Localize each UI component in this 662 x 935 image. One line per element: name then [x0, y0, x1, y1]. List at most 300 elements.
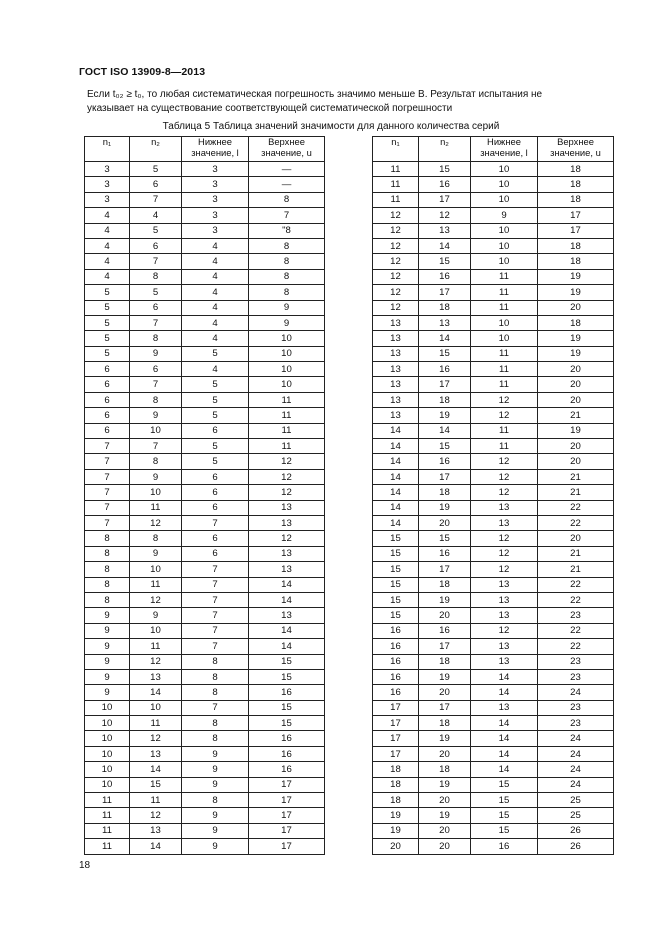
- table-cell: 10: [85, 716, 130, 731]
- table-cell: 17: [249, 808, 325, 823]
- table-cell: 13: [471, 700, 538, 715]
- table-cell: 18: [538, 177, 614, 192]
- table-cell: 11: [85, 793, 130, 808]
- table-cell: 18: [538, 315, 614, 330]
- table-cell: 7: [85, 500, 130, 515]
- table-cell: 23: [538, 608, 614, 623]
- table-cell: 18: [538, 238, 614, 253]
- table-cell: 9: [182, 746, 249, 761]
- table-cell: 18: [419, 654, 471, 669]
- table-cell: 8: [85, 592, 130, 607]
- table-cell: 7: [85, 454, 130, 469]
- table-cell: 8: [85, 562, 130, 577]
- table-cell: 6: [182, 546, 249, 561]
- table-cell: 11: [85, 823, 130, 838]
- table-cell: 10: [249, 362, 325, 377]
- table-cell: 13: [471, 515, 538, 530]
- table-cell: 12: [249, 531, 325, 546]
- table-cell: 7: [85, 469, 130, 484]
- table-row: [85, 254, 325, 269]
- table-cell: 5: [182, 346, 249, 361]
- table-cell: 11: [471, 377, 538, 392]
- table-cell: 15: [471, 823, 538, 838]
- table-cell: 7: [182, 592, 249, 607]
- table-cell: 23: [538, 654, 614, 669]
- table-row: [373, 408, 614, 423]
- table-cell: 10: [249, 346, 325, 361]
- table-cell: 14: [373, 500, 419, 515]
- table-cell: 11: [130, 500, 182, 515]
- table-cell: 16: [419, 269, 471, 284]
- table-cell: 15: [249, 654, 325, 669]
- table-cell: 11: [471, 362, 538, 377]
- table-row: [373, 423, 614, 438]
- table-cell: 13: [471, 639, 538, 654]
- table-cell: 14: [419, 423, 471, 438]
- table-row: [373, 577, 614, 592]
- table-row: [85, 793, 325, 808]
- table-cell: 9: [85, 639, 130, 654]
- table-cell: 10: [471, 223, 538, 238]
- table-row: [373, 208, 614, 223]
- table-cell: 16: [249, 685, 325, 700]
- table-cell: 15: [373, 531, 419, 546]
- table-cell: 3: [85, 177, 130, 192]
- table-cell: 25: [538, 808, 614, 823]
- table-cell: 12: [249, 454, 325, 469]
- table-row: [85, 716, 325, 731]
- table-cell: 13: [130, 746, 182, 761]
- table-cell: 5: [130, 285, 182, 300]
- table-cell: 4: [182, 300, 249, 315]
- table-cell: 10: [471, 315, 538, 330]
- table-row: [373, 592, 614, 607]
- table-cell: 14: [419, 331, 471, 346]
- table-cell: 19: [419, 777, 471, 792]
- table-row: [373, 238, 614, 253]
- table-cell: 9: [182, 823, 249, 838]
- table-cell: "8: [249, 223, 325, 238]
- table-cell: 23: [538, 716, 614, 731]
- table-cell: 7: [130, 315, 182, 330]
- table-cell: 4: [85, 254, 130, 269]
- table-cell: 6: [182, 423, 249, 438]
- table-cell: 8: [182, 793, 249, 808]
- table-cell: 22: [538, 577, 614, 592]
- table-cell: 24: [538, 762, 614, 777]
- table-cell: 19: [538, 423, 614, 438]
- table-cell: 3: [182, 162, 249, 177]
- table-cell: 10: [130, 423, 182, 438]
- table-row: [373, 469, 614, 484]
- table-row: [373, 439, 614, 454]
- table-cell: 12: [471, 623, 538, 638]
- table-cell: 19: [419, 408, 471, 423]
- table-cell: 20: [373, 839, 419, 854]
- table-cell: 10: [130, 700, 182, 715]
- table-row: [85, 269, 325, 284]
- table-cell: 4: [182, 362, 249, 377]
- table-cell: 12: [471, 469, 538, 484]
- table-cell: 11: [471, 300, 538, 315]
- table-cell: 22: [538, 515, 614, 530]
- table-cell: 10: [130, 623, 182, 638]
- table-row: [373, 762, 614, 777]
- table-cell: 18: [419, 762, 471, 777]
- table-cell: 13: [471, 577, 538, 592]
- table-row: [373, 716, 614, 731]
- table-row: [85, 300, 325, 315]
- table-row: [85, 485, 325, 500]
- table-cell: 12: [419, 208, 471, 223]
- table-cell: 24: [538, 746, 614, 761]
- table-cell: 9: [85, 685, 130, 700]
- table-cell: 24: [538, 777, 614, 792]
- table-row: [373, 669, 614, 684]
- table-cell: 10: [249, 331, 325, 346]
- table-row: [373, 454, 614, 469]
- table-cell: 7: [130, 254, 182, 269]
- table-row: [85, 777, 325, 792]
- table-cell: 20: [538, 300, 614, 315]
- table-cell: 17: [419, 639, 471, 654]
- table-row: [85, 439, 325, 454]
- table-cell: 13: [249, 500, 325, 515]
- table-row: [373, 285, 614, 300]
- table-row: [373, 269, 614, 284]
- table-cell: 13: [373, 331, 419, 346]
- table-row: [373, 639, 614, 654]
- table-cell: 14: [249, 577, 325, 592]
- table-cell: 11: [130, 639, 182, 654]
- table-cell: 11: [249, 408, 325, 423]
- table-cell: 11: [471, 285, 538, 300]
- table-cell: 19: [419, 808, 471, 823]
- table-row: [85, 531, 325, 546]
- table-cell: 17: [538, 208, 614, 223]
- table-cell: 18: [419, 392, 471, 407]
- table-cell: 14: [471, 669, 538, 684]
- table-cell: 16: [249, 746, 325, 761]
- table-cell: 17: [419, 192, 471, 207]
- table-row: [373, 808, 614, 823]
- table-cell: 6: [130, 238, 182, 253]
- page-number: 18: [79, 860, 91, 871]
- paragraph-line-1: Если t₀₂ ≥ t₀, то любая систематическая погрешность значимо меньше B. Результат испытания не: [87, 89, 543, 100]
- table-cell: 13: [373, 408, 419, 423]
- table-cell: 11: [471, 439, 538, 454]
- table-cell: 15: [373, 608, 419, 623]
- table-cell: 18: [419, 485, 471, 500]
- table-cell: 10: [471, 238, 538, 253]
- table-cell: 20: [419, 608, 471, 623]
- table-cell: 4: [85, 208, 130, 223]
- table-cell: 17: [419, 562, 471, 577]
- table-cell: 12: [471, 546, 538, 561]
- table-row: [373, 192, 614, 207]
- table-cell: 12: [471, 454, 538, 469]
- table-cell: 8: [182, 716, 249, 731]
- table-cell: 14: [373, 485, 419, 500]
- table-body-right: [373, 162, 614, 855]
- col-header-n2: n₂: [130, 137, 182, 162]
- table-cell: 10: [85, 777, 130, 792]
- table-cell: 6: [85, 377, 130, 392]
- table-cell: 10: [249, 377, 325, 392]
- table-cell: 20: [538, 362, 614, 377]
- table-cell: 19: [419, 669, 471, 684]
- table-cell: 17: [419, 700, 471, 715]
- table-cell: 16: [419, 177, 471, 192]
- table-cell: 13: [373, 377, 419, 392]
- table-cell: 16: [419, 362, 471, 377]
- table-row: [85, 192, 325, 207]
- table-cell: 5: [182, 454, 249, 469]
- table-cell: 11: [471, 346, 538, 361]
- table-row: [373, 731, 614, 746]
- table-row: [85, 639, 325, 654]
- table-cell: 15: [130, 777, 182, 792]
- table-row: [85, 577, 325, 592]
- table-cell: 12: [373, 300, 419, 315]
- table-cell: 4: [182, 238, 249, 253]
- table-cell: 13: [130, 669, 182, 684]
- significance-table-left: [84, 136, 325, 855]
- table-cell: 13: [471, 654, 538, 669]
- table-row: [373, 500, 614, 515]
- table-cell: 12: [373, 208, 419, 223]
- table-row: [373, 485, 614, 500]
- table-row: [85, 654, 325, 669]
- table-cell: 7: [182, 562, 249, 577]
- table-cell: 10: [471, 177, 538, 192]
- table-row: [85, 362, 325, 377]
- table-cell: 15: [373, 592, 419, 607]
- table-cell: 9: [130, 546, 182, 561]
- table-cell: 13: [471, 608, 538, 623]
- table-cell: 12: [249, 469, 325, 484]
- table-cell: 9: [182, 777, 249, 792]
- table-cell: 15: [471, 777, 538, 792]
- table-cell: 20: [538, 454, 614, 469]
- col-header-n2: n₂: [419, 137, 471, 162]
- table-cell: 8: [85, 577, 130, 592]
- table-cell: 6: [130, 177, 182, 192]
- table-row: [85, 592, 325, 607]
- table-row: [85, 823, 325, 838]
- table-row: [85, 285, 325, 300]
- table-cell: 16: [373, 685, 419, 700]
- table-row: [373, 700, 614, 715]
- table-row: [373, 654, 614, 669]
- table-cell: 7: [182, 639, 249, 654]
- table-cell: 14: [249, 639, 325, 654]
- table-cell: 14: [373, 454, 419, 469]
- table-cell: 18: [538, 254, 614, 269]
- table-cell: 5: [130, 162, 182, 177]
- table-cell: 6: [85, 423, 130, 438]
- table-row: [85, 546, 325, 561]
- table-cell: 23: [538, 700, 614, 715]
- table-cell: 7: [130, 377, 182, 392]
- table-cell: 9: [471, 208, 538, 223]
- col-header-upper: Верхнее значение, u: [538, 137, 614, 162]
- table-cell: 12: [471, 392, 538, 407]
- table-cell: 6: [85, 408, 130, 423]
- table-cell: 7: [182, 623, 249, 638]
- table-cell: 24: [538, 731, 614, 746]
- table-row: [85, 408, 325, 423]
- table-cell: 3: [182, 223, 249, 238]
- table-row: [85, 500, 325, 515]
- table-cell: 7: [182, 608, 249, 623]
- table-cell: 5: [182, 408, 249, 423]
- table-cell: 10: [130, 485, 182, 500]
- table-cell: 6: [130, 300, 182, 315]
- table-cell: 8: [182, 731, 249, 746]
- table-cell: 20: [538, 439, 614, 454]
- table-cell: 20: [538, 531, 614, 546]
- table-cell: 19: [419, 500, 471, 515]
- table-cell: 14: [471, 685, 538, 700]
- table-cell: 12: [130, 808, 182, 823]
- table-cell: 13: [130, 823, 182, 838]
- table-cell: 12: [130, 731, 182, 746]
- table-cell: 11: [373, 162, 419, 177]
- table-cell: 15: [249, 716, 325, 731]
- table-cell: 22: [538, 639, 614, 654]
- table-cell: 13: [419, 315, 471, 330]
- table-cell: 16: [419, 623, 471, 638]
- table-cell: 8: [249, 238, 325, 253]
- table-cell: 13: [419, 223, 471, 238]
- table-cell: 8: [249, 254, 325, 269]
- table-cell: 8: [85, 546, 130, 561]
- table-cell: 5: [85, 285, 130, 300]
- table-cell: 17: [249, 823, 325, 838]
- table-cell: 18: [419, 577, 471, 592]
- table-row: [85, 669, 325, 684]
- table-cell: 20: [419, 823, 471, 838]
- table-row: [85, 746, 325, 761]
- table-cell: 15: [419, 439, 471, 454]
- table-cell: 11: [249, 423, 325, 438]
- table-cell: 9: [130, 408, 182, 423]
- table-cell: 18: [419, 716, 471, 731]
- table-cell: 14: [373, 423, 419, 438]
- table-cell: 14: [373, 439, 419, 454]
- table-cell: 10: [85, 700, 130, 715]
- table-row: [373, 315, 614, 330]
- table-cell: 9: [85, 623, 130, 638]
- table-cell: 16: [419, 546, 471, 561]
- table-cell: 13: [249, 515, 325, 530]
- table-cell: 24: [538, 685, 614, 700]
- table-cell: 10: [471, 254, 538, 269]
- table-cell: 17: [419, 469, 471, 484]
- table-cell: 4: [85, 223, 130, 238]
- table-cell: 4: [85, 269, 130, 284]
- table-row: [85, 331, 325, 346]
- table-cell: 14: [419, 238, 471, 253]
- table-row: [85, 623, 325, 638]
- table-cell: 10: [85, 731, 130, 746]
- table-cell: 5: [85, 346, 130, 361]
- table-cell: 17: [249, 793, 325, 808]
- document-header: ГОСТ ISO 13909-8—2013: [79, 66, 206, 78]
- table-cell: 22: [538, 500, 614, 515]
- table-cell: 11: [249, 392, 325, 407]
- table-cell: 12: [130, 654, 182, 669]
- table-row: [85, 162, 325, 177]
- table-cell: 18: [538, 162, 614, 177]
- table-cell: 19: [538, 346, 614, 361]
- table-row: [373, 793, 614, 808]
- table-cell: 3: [182, 192, 249, 207]
- table-cell: 15: [419, 162, 471, 177]
- table-row: [373, 346, 614, 361]
- table-cell: 11: [249, 439, 325, 454]
- table-row: [85, 423, 325, 438]
- table-cell: 5: [182, 392, 249, 407]
- col-header-n1: n₁: [373, 137, 419, 162]
- table-cell: 18: [373, 793, 419, 808]
- table-cell: 6: [182, 500, 249, 515]
- table-cell: 20: [538, 377, 614, 392]
- table-cell: 5: [130, 223, 182, 238]
- table-row: [85, 315, 325, 330]
- table-cell: 11: [85, 808, 130, 823]
- table-cell: 4: [182, 331, 249, 346]
- table-cell: 3: [182, 177, 249, 192]
- table-cell: 7: [85, 485, 130, 500]
- table-cell: 8: [85, 531, 130, 546]
- table-cell: 15: [471, 808, 538, 823]
- table-row: [85, 808, 325, 823]
- table-cell: 8: [130, 392, 182, 407]
- table-cell: 15: [471, 793, 538, 808]
- table-cell: 21: [538, 408, 614, 423]
- table-cell: 12: [471, 485, 538, 500]
- col-header-upper: Верхнее значение, u: [249, 137, 325, 162]
- table-cell: 17: [373, 716, 419, 731]
- table-cell: 12: [373, 285, 419, 300]
- table-cell: 13: [249, 562, 325, 577]
- table-body-left: [85, 162, 325, 855]
- table-cell: 16: [249, 762, 325, 777]
- table-row: [85, 377, 325, 392]
- table-cell: 9: [182, 808, 249, 823]
- table-row: [85, 177, 325, 192]
- table-cell: 12: [471, 408, 538, 423]
- table-cell: 13: [249, 608, 325, 623]
- table-cell: 10: [471, 162, 538, 177]
- table-cell: 21: [538, 546, 614, 561]
- table-cell: 9: [130, 469, 182, 484]
- table-row: [85, 685, 325, 700]
- table-cell: 7: [130, 439, 182, 454]
- table-cell: 4: [130, 208, 182, 223]
- table-cell: 20: [419, 685, 471, 700]
- table-cell: 12: [130, 592, 182, 607]
- table-cell: 12: [471, 531, 538, 546]
- table-cell: 12: [373, 254, 419, 269]
- table-cell: 11: [130, 577, 182, 592]
- table-cell: 6: [182, 485, 249, 500]
- table-cell: 6: [182, 469, 249, 484]
- table-cell: 6: [182, 531, 249, 546]
- table-row: [373, 331, 614, 346]
